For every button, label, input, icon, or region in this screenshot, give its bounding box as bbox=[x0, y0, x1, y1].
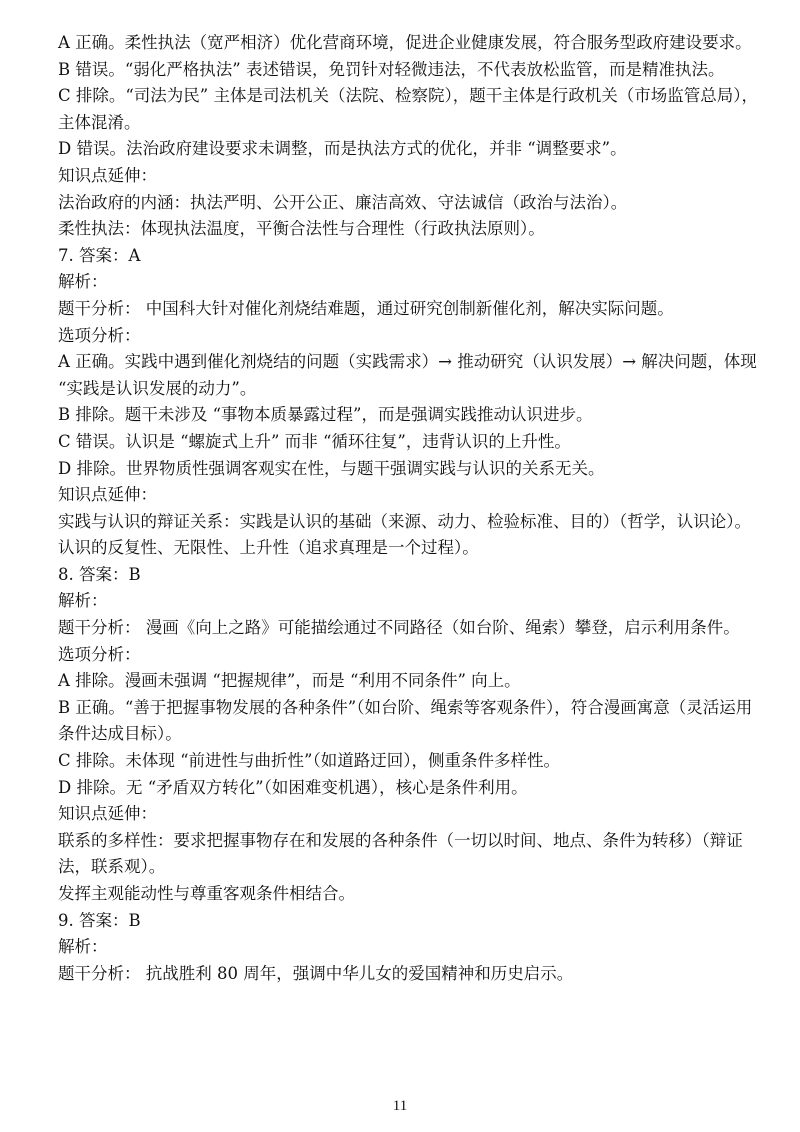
analysis-heading: 解析： bbox=[58, 937, 108, 957]
options-analysis-heading: 选项分析： bbox=[58, 325, 141, 345]
knowledge-extension-heading: 知识点延伸： bbox=[58, 804, 157, 824]
option-a-analysis-law: A 正确。柔性执法（宽严相济）优化营商环境，促进企业健康发展，符合服务型政府建设要求。 bbox=[58, 33, 752, 52]
option-a-analysis: A 排除。漫画未强调 “把握规律”，而是 “利用不同条件” 向上。 bbox=[58, 671, 521, 691]
knowledge-extension-heading: 知识点延伸： bbox=[58, 485, 157, 505]
stem-analysis: 题干分析： 抗战胜利 80 周年，强调中华儿女的爱国精神和历史启示。 bbox=[58, 963, 574, 983]
knowledge-point: 联系的多样性：要求把握事物存在和发展的各种条件（一切以时间、地点、条件为转移）（辩证法，联系观）。 bbox=[58, 830, 743, 877]
option-c-analysis: C 错误。认识是 “螺旋式上升” 而非 “循环往复”，违背认识的上升性。 bbox=[58, 431, 571, 451]
knowledge-point: 法治政府的内涵：执法严明、公开公正、廉洁高效、守法诚信（政治与法治）。 bbox=[58, 192, 628, 212]
answer-q8: 8. 答案：B bbox=[58, 564, 141, 584]
stem-analysis: 题干分析： 漫画《向上之路》可能描绘通过不同路径（如台阶、绳索）攀登，启示利用条件。 bbox=[58, 618, 740, 638]
options-analysis-heading: 选项分析： bbox=[58, 644, 141, 664]
option-c-analysis-law: C 排除。“司法为民” 主体是司法机关（法院、检察院），题干主体是行政机关（市场监管总局），主体混淆。 bbox=[58, 86, 758, 132]
option-b-analysis-law: B 错误。“弱化严格执法” 表述错误，免罚针对轻微违法，不代表放松监管，而是精准执法。 bbox=[58, 59, 725, 79]
knowledge-point: 认识的反复性、无限性、上升性（追求真理是一个过程）。 bbox=[58, 538, 479, 558]
answer-q7: 7. 答案：A bbox=[58, 245, 141, 265]
page-number: 11 bbox=[392, 1098, 408, 1114]
option-b-analysis: B 正确。“善于把握事物发展的各种条件”（如台阶、绳索等客观条件），符合漫画寓意（灵活运用条件达成目标）。 bbox=[58, 697, 753, 744]
option-c-analysis: C 排除。未体现 “前进性与曲折性”（如道路迂回），侧重条件多样性。 bbox=[58, 751, 560, 771]
analysis-heading: 解析： bbox=[58, 272, 108, 292]
document-body bbox=[58, 30, 758, 987]
option-d-analysis: D 排除。无 “矛盾双方转化”（如困难变机遇），核心是条件利用。 bbox=[58, 777, 528, 797]
knowledge-point: 发挥主观能动性与尊重客观条件相结合。 bbox=[58, 884, 355, 903]
stem-analysis: 题干分析： 中国科大针对催化剂烧结难题，通过研究创制新催化剂，解决实际问题。 bbox=[58, 298, 674, 318]
answer-q9: 9. 答案：B bbox=[58, 910, 141, 930]
option-a-analysis: A 正确。实践中遇到催化剂烧结的问题（实践需求）→ 推动研究（认识发展）→ 解决问题，体现 “实践是认识发展的动力”。 bbox=[58, 352, 757, 398]
analysis-heading: 解析： bbox=[58, 591, 108, 611]
option-d-analysis-law: D 错误。法治政府建设要求未调整，而是执法方式的优化，并非 “调整要求”。 bbox=[58, 139, 627, 159]
knowledge-point: 实践与认识的辩证关系：实践是认识的基础（来源、动力、检验标准、目的）（哲学，认识论）。 bbox=[58, 511, 751, 531]
option-d-analysis: D 排除。世界物质性强调客观实在性，与题干强调实践与认识的关系无关。 bbox=[58, 458, 605, 478]
option-b-analysis: B 排除。题干未涉及 “事物本质暴露过程”，而是强调实践推动认识进步。 bbox=[58, 405, 593, 425]
knowledge-extension-heading: 知识点延伸： bbox=[58, 165, 157, 185]
knowledge-point: 柔性执法：体现执法温度，平衡合法性与合理性（行政执法原则）。 bbox=[58, 219, 545, 239]
